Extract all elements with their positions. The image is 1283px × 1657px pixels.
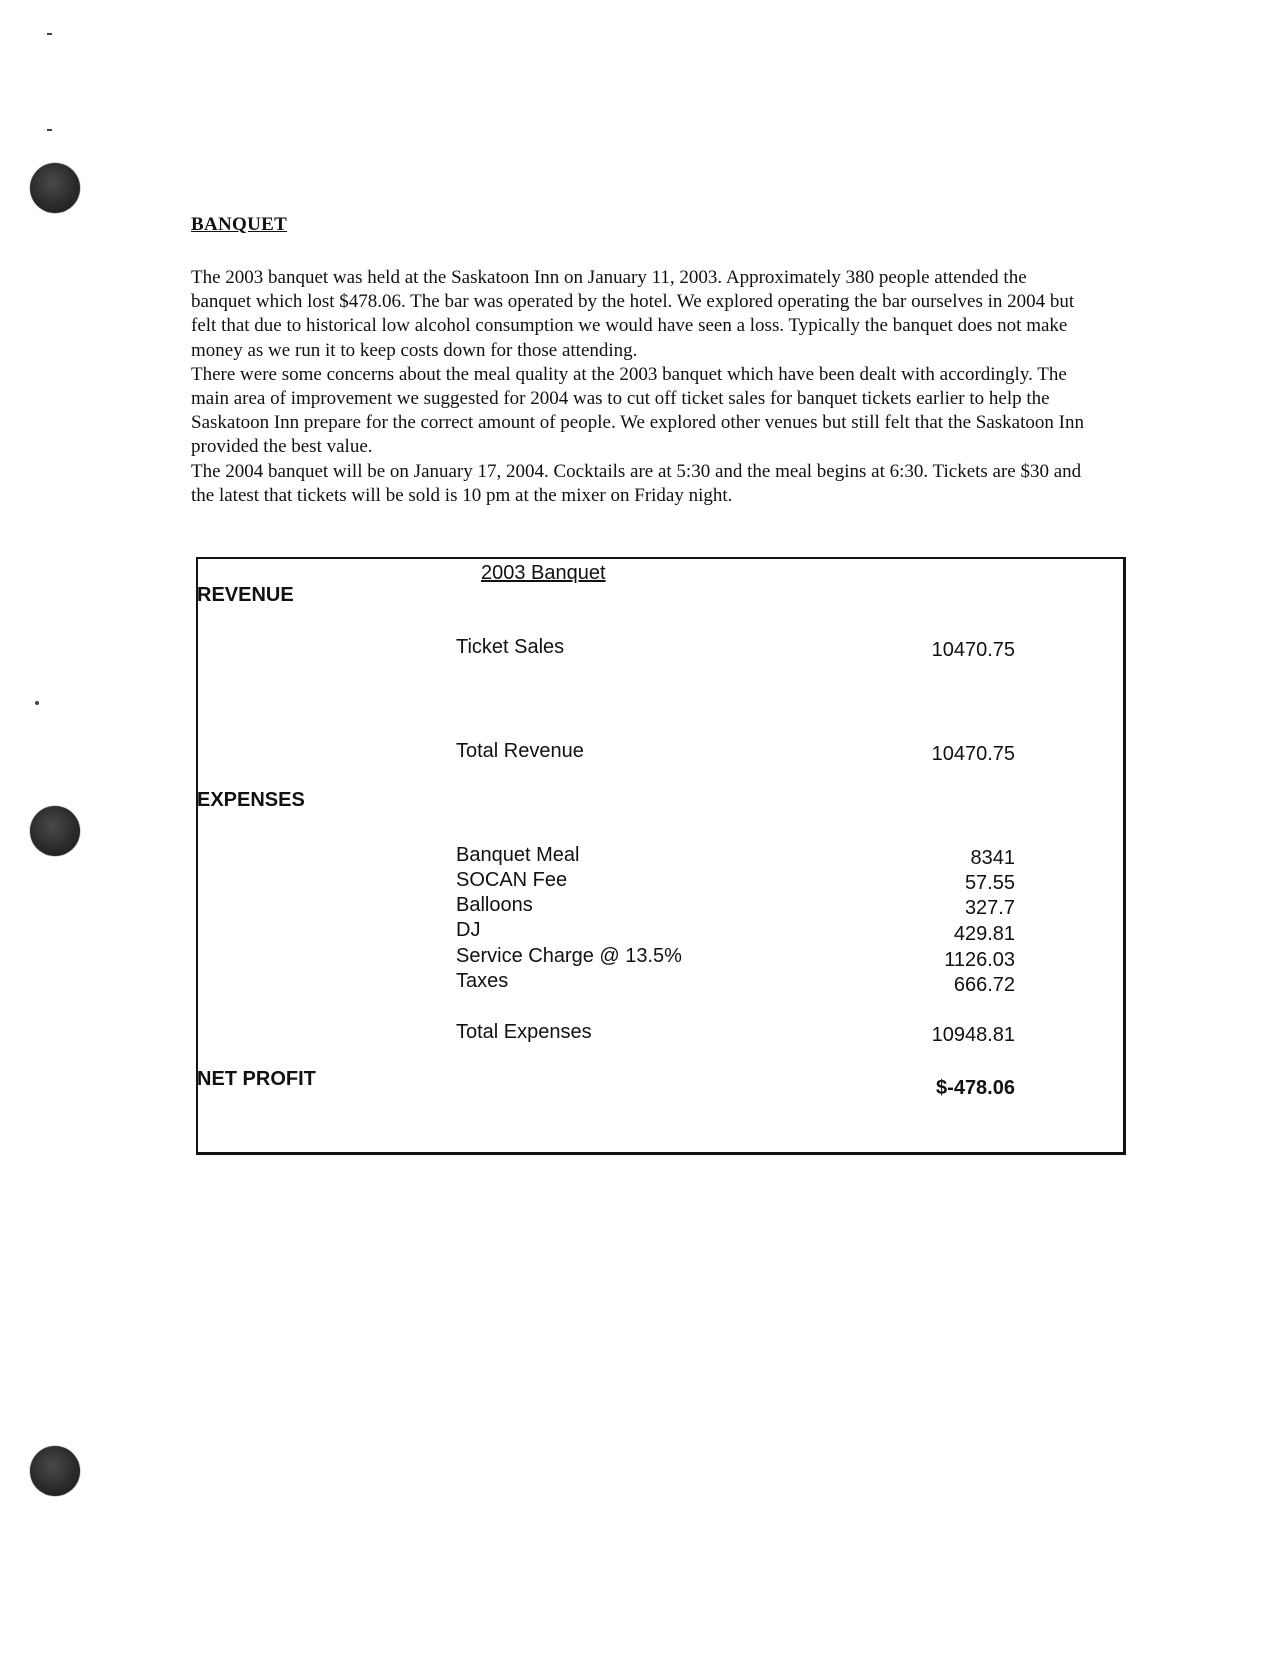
total-revenue-label: Total Revenue [456, 740, 584, 762]
ticket-sales-amount: 10470.75 [931, 639, 1015, 661]
paragraph: There were some concerns about the meal quality at the 2003 banquet which have been dealt with accordingly. The main area of improvement we suggested for 2004 was to cut off ticket sales for banquet tickets earlier to help the Saskatoon Inn prepare for the correct amount of people. We explored other venues but still felt that the Saskatoon Inn provided the best value. [191, 363, 1084, 458]
body-text [191, 266, 1091, 508]
scan-speck [47, 33, 52, 35]
revenue-heading: REVENUE [197, 584, 294, 606]
scan-speck [47, 129, 52, 131]
expense-amount: 429.81 [953, 923, 1015, 945]
expense-amount: 1126.03 [944, 949, 1015, 971]
expense-amount: 666.72 [953, 974, 1015, 996]
expenses-heading: EXPENSES [197, 789, 305, 811]
expense-label: Taxes [456, 970, 509, 992]
scan-speck [35, 701, 39, 705]
ticket-sales-label: Ticket Sales [456, 636, 565, 658]
expense-label: Banquet Meal [456, 844, 580, 866]
paragraph: The 2004 banquet will be on January 17, 2004. Cocktails are at 5:30 and the meal begins at 6:30. Tickets are $30 and the latest that tickets will be sold is 10 pm at the mixer on Friday night. [191, 460, 1082, 506]
expense-amount: 57.55 [964, 872, 1015, 894]
expense-amount: 327.7 [964, 897, 1015, 919]
expense-label: SOCAN Fee [456, 869, 568, 891]
paragraph: The 2003 banquet was held at the Saskatoon Inn on January 11, 2003. Approximately 380 people attended the banquet which lost $478.06. The bar was operated by the hotel. We explored operating the bar ourselves in 2004 but felt that due to historical low alcohol consumption we would have seen a loss. Typically the banquet does not make money as we run it to keep costs down for those attending. [191, 267, 1075, 361]
section-heading: BANQUET [191, 214, 288, 235]
expense-label: Service Charge @ 13.5% [456, 945, 682, 967]
banquet-statement-table [196, 557, 1126, 1155]
net-profit-heading: NET PROFIT [197, 1068, 316, 1090]
statement-caption: 2003 Banquet [481, 562, 606, 584]
total-expenses-amount: 10948.81 [931, 1024, 1015, 1046]
expense-amount: 8341 [970, 847, 1015, 869]
total-expenses-label: Total Expenses [456, 1021, 592, 1043]
punch-hole-middle [30, 806, 80, 856]
total-revenue-amount: 10470.75 [931, 743, 1015, 765]
punch-hole-top [30, 163, 80, 213]
net-profit-amount: $-478.06 [936, 1077, 1015, 1099]
punch-hole-bottom [30, 1446, 80, 1496]
expense-label: DJ [456, 919, 481, 941]
expense-label: Balloons [456, 894, 533, 916]
